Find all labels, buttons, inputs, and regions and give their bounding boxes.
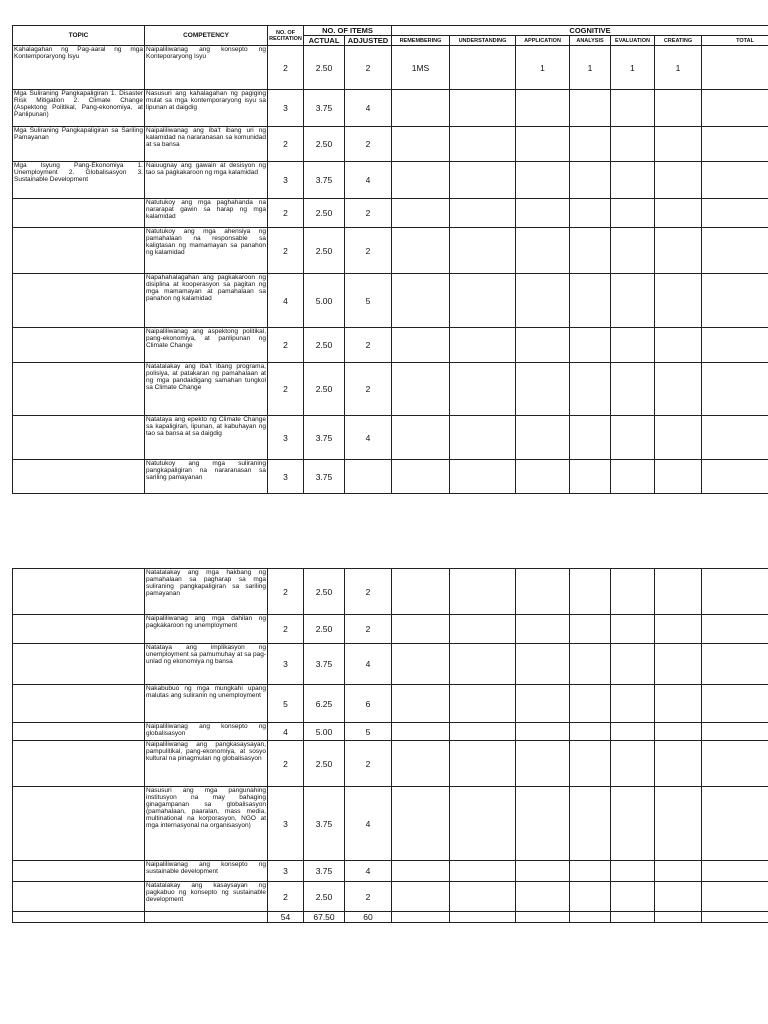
topic-cell	[13, 199, 145, 228]
actual-cell: 5.00	[304, 723, 345, 741]
application-cell	[516, 363, 570, 416]
analysis-cell	[570, 723, 611, 741]
competency-cell: Naipaliliwanag ang iba't ibang uri ng kalamidad na nararanasan sa komunidad at sa bansa	[145, 127, 268, 162]
total-cell	[702, 723, 768, 741]
actual-cell: 3.75	[304, 460, 345, 494]
adjusted-cell: 2	[345, 199, 392, 228]
topic-cell	[13, 328, 145, 363]
totals-empty-cell	[570, 912, 611, 923]
creating-cell	[655, 90, 702, 127]
total-cell	[702, 228, 768, 274]
application-cell	[516, 882, 570, 912]
remembering-cell	[392, 882, 450, 912]
total-cell	[702, 861, 768, 882]
table-row	[13, 162, 768, 199]
table-row	[13, 460, 768, 494]
analysis-cell	[570, 615, 611, 644]
total-cell	[702, 416, 768, 460]
topic-cell	[13, 741, 145, 787]
totals-competency-cell	[145, 912, 268, 923]
application-cell	[516, 787, 570, 861]
analysis-cell: 1	[570, 46, 611, 90]
understanding-cell	[450, 787, 516, 861]
table-row	[13, 861, 768, 882]
analysis-cell	[570, 861, 611, 882]
creating-cell	[655, 274, 702, 328]
total-cell	[702, 569, 768, 615]
adjusted-cell: 2	[345, 228, 392, 274]
application-cell	[516, 274, 570, 328]
recitation-cell: 2	[268, 46, 304, 90]
creating-cell	[655, 685, 702, 723]
topic-cell	[13, 723, 145, 741]
actual-cell: 3.75	[304, 416, 345, 460]
analysis-cell	[570, 416, 611, 460]
adjusted-cell: 2	[345, 363, 392, 416]
remembering-cell	[392, 127, 450, 162]
remembering-cell	[392, 644, 450, 685]
total-cell	[702, 274, 768, 328]
remembering-cell	[392, 162, 450, 199]
recitation-cell: 2	[268, 228, 304, 274]
application-cell	[516, 723, 570, 741]
understanding-cell	[450, 861, 516, 882]
application-cell	[516, 228, 570, 274]
evaluation-cell	[611, 685, 655, 723]
evaluation-cell	[611, 162, 655, 199]
adjusted-cell: 2	[345, 882, 392, 912]
understanding-cell	[450, 615, 516, 644]
evaluation-cell	[611, 861, 655, 882]
creating-cell	[655, 162, 702, 199]
recitation-cell: 2	[268, 882, 304, 912]
application-cell	[516, 685, 570, 723]
understanding-cell	[450, 363, 516, 416]
adjusted-cell: 5	[345, 723, 392, 741]
application-cell	[516, 127, 570, 162]
recitation-cell: 4	[268, 723, 304, 741]
competency-cell: Naipaliliwanag ang konsepto ng sustainable development	[145, 861, 268, 882]
application-cell	[516, 162, 570, 199]
application-cell: 1	[516, 46, 570, 90]
actual-cell: 2.50	[304, 363, 345, 416]
understanding-cell	[450, 127, 516, 162]
table-row	[13, 199, 768, 228]
remembering-cell	[392, 328, 450, 363]
application-cell	[516, 569, 570, 615]
total-cell	[702, 328, 768, 363]
remembering-cell	[392, 90, 450, 127]
recitation-cell: 2	[268, 127, 304, 162]
actual-cell: 2.50	[304, 228, 345, 274]
competency-cell: Natatalakay ang kasaysayan ng pagkabuo ng konsepto ng sustainable development	[145, 882, 268, 912]
competency-cell: Naipaliliwanag ang konsepto ng globalisasyon	[145, 723, 268, 741]
topic-cell: Mga Suliraning Pangkapaligiran sa Sariling Pamayanan	[13, 127, 145, 162]
topic-cell: Kahalagahan ng Pag-aaral ng mga Kontemporaryong Isyu	[13, 46, 145, 90]
header-understanding: UNDERSTANDING	[450, 36, 516, 46]
total-cell	[702, 162, 768, 199]
understanding-cell	[450, 644, 516, 685]
application-cell	[516, 328, 570, 363]
header-total: TOTAL	[702, 36, 768, 46]
understanding-cell	[450, 162, 516, 199]
adjusted-cell: 2	[345, 46, 392, 90]
application-cell	[516, 615, 570, 644]
recitation-cell: 3	[268, 460, 304, 494]
remembering-cell	[392, 615, 450, 644]
recitation-cell: 2	[268, 615, 304, 644]
header-evaluation: EVALUATION	[611, 36, 655, 46]
understanding-cell	[450, 199, 516, 228]
table-row	[13, 46, 768, 90]
total-cell	[702, 46, 768, 90]
creating-cell	[655, 723, 702, 741]
creating-cell	[655, 416, 702, 460]
understanding-cell	[450, 569, 516, 615]
creating-cell	[655, 460, 702, 494]
total-recitation: 54	[268, 912, 304, 923]
competency-cell: Natutukoy ang mga paghahanda na nararapat gawin sa harap ng mga kalamidad	[145, 199, 268, 228]
analysis-cell	[570, 127, 611, 162]
table-row	[13, 644, 768, 685]
totals-empty-cell	[611, 912, 655, 923]
understanding-cell	[450, 228, 516, 274]
competency-cell: Naipaliliwanag ang konsepto ng Konteporaryong Isyu	[145, 46, 268, 90]
adjusted-cell: 2	[345, 569, 392, 615]
topic-cell	[13, 644, 145, 685]
recitation-cell: 3	[268, 162, 304, 199]
table-row	[13, 882, 768, 912]
table-of-specification-page-1	[12, 25, 768, 494]
adjusted-cell: 2	[345, 741, 392, 787]
topic-cell	[13, 882, 145, 912]
creating-cell	[655, 787, 702, 861]
remembering-cell	[392, 685, 450, 723]
evaluation-cell	[611, 228, 655, 274]
evaluation-cell	[611, 274, 655, 328]
creating-cell	[655, 569, 702, 615]
competency-cell: Natatalakay ang mga hakbang ng pamahalaan sa pagharap sa mga suliraning pangkapaligiran sa sariling pamayanan	[145, 569, 268, 615]
total-cell	[702, 644, 768, 685]
understanding-cell	[450, 46, 516, 90]
understanding-cell	[450, 685, 516, 723]
analysis-cell	[570, 569, 611, 615]
competency-cell: Napahahalagahan ang pagkakaroon ng disiplina at kooperasyon sa pagitan ng mga mamamayan at pamahalaan sa panahon ng kalamidad	[145, 274, 268, 328]
analysis-cell	[570, 328, 611, 363]
header-application: APPLICATION	[516, 36, 570, 46]
topic-cell	[13, 416, 145, 460]
evaluation-cell	[611, 741, 655, 787]
understanding-cell	[450, 90, 516, 127]
remembering-cell	[392, 569, 450, 615]
competency-cell: Nasusuri ang kahalagahan ng pagiging mulat sa mga kontemporaryong isyu sa lipunan at daigdig	[145, 90, 268, 127]
header-cognitive: COGNITIVE	[392, 26, 768, 36]
adjusted-cell: 2	[345, 127, 392, 162]
actual-cell: 6.25	[304, 685, 345, 723]
creating-cell	[655, 328, 702, 363]
topic-cell	[13, 363, 145, 416]
topic-cell	[13, 460, 145, 494]
understanding-cell	[450, 723, 516, 741]
competency-cell: Natutukoy ang mga ahensiya ng pamahalaan na responsable sa kaligtasan ng mamamayan sa panahon ng kalamidad	[145, 228, 268, 274]
topic-cell: Mga Isyung Pang-Ekonomiya 1. Unemployment 2. Globalisasyon 3. Sustainable Development	[13, 162, 145, 199]
topic-cell	[13, 274, 145, 328]
creating-cell: 1	[655, 46, 702, 90]
topic-cell	[13, 787, 145, 861]
actual-cell: 2.50	[304, 328, 345, 363]
remembering-cell	[392, 741, 450, 787]
actual-cell: 2.50	[304, 569, 345, 615]
total-cell	[702, 787, 768, 861]
recitation-cell: 3	[268, 787, 304, 861]
table-row	[13, 416, 768, 460]
adjusted-cell: 5	[345, 274, 392, 328]
creating-cell	[655, 861, 702, 882]
actual-cell: 2.50	[304, 615, 345, 644]
adjusted-cell	[345, 460, 392, 494]
evaluation-cell	[611, 615, 655, 644]
understanding-cell	[450, 274, 516, 328]
remembering-cell: 1MS	[392, 46, 450, 90]
table-row	[13, 685, 768, 723]
remembering-cell	[392, 460, 450, 494]
header-recitation: NO. OF RECITATION	[268, 26, 304, 46]
evaluation-cell	[611, 127, 655, 162]
evaluation-cell	[611, 199, 655, 228]
recitation-cell: 3	[268, 644, 304, 685]
table-row	[13, 228, 768, 274]
recitation-cell: 3	[268, 861, 304, 882]
understanding-cell	[450, 328, 516, 363]
analysis-cell	[570, 882, 611, 912]
creating-cell	[655, 882, 702, 912]
adjusted-cell: 4	[345, 644, 392, 685]
table-row	[13, 615, 768, 644]
totals-empty-cell	[655, 912, 702, 923]
total-cell	[702, 363, 768, 416]
adjusted-cell: 2	[345, 328, 392, 363]
table-row	[13, 90, 768, 127]
analysis-cell	[570, 90, 611, 127]
remembering-cell	[392, 416, 450, 460]
recitation-cell: 5	[268, 685, 304, 723]
actual-cell: 3.75	[304, 644, 345, 685]
actual-cell: 2.50	[304, 46, 345, 90]
actual-cell: 5.00	[304, 274, 345, 328]
competency-cell: Naipaliliwanag ang mga dahilan ng pagkakaroon ng unemployment	[145, 615, 268, 644]
recitation-cell: 2	[268, 199, 304, 228]
total-cell	[702, 741, 768, 787]
table-row	[13, 569, 768, 615]
topic-cell	[13, 569, 145, 615]
analysis-cell	[570, 363, 611, 416]
evaluation-cell	[611, 416, 655, 460]
application-cell	[516, 199, 570, 228]
header-analysis: ANALYSIS	[570, 36, 611, 46]
actual-cell: 2.50	[304, 199, 345, 228]
creating-cell	[655, 741, 702, 787]
understanding-cell	[450, 416, 516, 460]
adjusted-cell: 4	[345, 90, 392, 127]
header-remembering: REMEMBERING	[392, 36, 450, 46]
actual-cell: 2.50	[304, 127, 345, 162]
competency-cell: Nasusuri ang mga pangunahing institusyon na may bahaging ginagampanan sa globalisasyon (pamahalaan, paaralan, mass media, multinational na korporasyon, NGO at mga internasyonal na organisasyon)	[145, 787, 268, 861]
evaluation-cell: 1	[611, 46, 655, 90]
application-cell	[516, 416, 570, 460]
adjusted-cell: 4	[345, 787, 392, 861]
totals-empty-cell	[392, 912, 450, 923]
evaluation-cell	[611, 460, 655, 494]
analysis-cell	[570, 685, 611, 723]
header-creating: CREATING	[655, 36, 702, 46]
totals-row	[13, 912, 768, 923]
total-actual: 67.50	[304, 912, 345, 923]
table-of-specification-page-2	[12, 568, 768, 923]
header-competency: COMPETENCY	[145, 26, 268, 46]
totals-topic-cell	[13, 912, 145, 923]
total-cell	[702, 90, 768, 127]
table-row	[13, 274, 768, 328]
total-cell	[702, 199, 768, 228]
creating-cell	[655, 615, 702, 644]
understanding-cell	[450, 882, 516, 912]
adjusted-cell: 4	[345, 162, 392, 199]
competency-cell: Natataya ang epekto ng Climate Change sa kapaligiran, lipunan, at kabuhayan ng tao sa bansa at sa daigdig	[145, 416, 268, 460]
remembering-cell	[392, 363, 450, 416]
creating-cell	[655, 127, 702, 162]
recitation-cell: 4	[268, 274, 304, 328]
competency-cell: Naipaliliwanag ang pangkasaysayan, pampulitikal, pang-ekonomiya, at sosyo kultural na pinagmulan ng globalisasyon	[145, 741, 268, 787]
remembering-cell	[392, 228, 450, 274]
actual-cell: 2.50	[304, 882, 345, 912]
total-cell	[702, 882, 768, 912]
analysis-cell	[570, 274, 611, 328]
competency-cell: Natataya ang implikasyon ng unemployment sa pamumuhay at sa pag-unlad ng ekonomiya ng bansa	[145, 644, 268, 685]
competency-cell: Naiuugnay ang gawain at desisyon ng tao sa pagkakaroon ng mga kalamidad	[145, 162, 268, 199]
total-cell	[702, 685, 768, 723]
header-no-of-items: NO. OF ITEMS	[304, 26, 392, 36]
analysis-cell	[570, 199, 611, 228]
creating-cell	[655, 199, 702, 228]
evaluation-cell	[611, 328, 655, 363]
recitation-cell: 2	[268, 363, 304, 416]
application-cell	[516, 644, 570, 685]
application-cell	[516, 741, 570, 787]
evaluation-cell	[611, 882, 655, 912]
evaluation-cell	[611, 90, 655, 127]
adjusted-cell: 2	[345, 615, 392, 644]
creating-cell	[655, 644, 702, 685]
recitation-cell: 3	[268, 90, 304, 127]
application-cell	[516, 90, 570, 127]
recitation-cell: 3	[268, 416, 304, 460]
recitation-cell: 2	[268, 569, 304, 615]
topic-cell: Mga Suliraning Pangkapaligiran 1. Disaster Risk Mitigation 2. Climate Change (Aspektong Politikal, Pang-ekonomiya, at Panlipunan)	[13, 90, 145, 127]
analysis-cell	[570, 228, 611, 274]
evaluation-cell	[611, 644, 655, 685]
evaluation-cell	[611, 723, 655, 741]
analysis-cell	[570, 644, 611, 685]
table-row	[13, 741, 768, 787]
understanding-cell	[450, 460, 516, 494]
actual-cell: 3.75	[304, 861, 345, 882]
competency-cell: Naipaliliwanag ang aspektong politikal, pang-ekonomiya, at panlipunan ng Climate Change	[145, 328, 268, 363]
header-actual: ACTUAL	[304, 36, 345, 46]
evaluation-cell	[611, 787, 655, 861]
topic-cell	[13, 228, 145, 274]
application-cell	[516, 861, 570, 882]
header-adjusted: ADJUSTED	[345, 36, 392, 46]
topic-cell	[13, 861, 145, 882]
topic-cell	[13, 685, 145, 723]
table-row	[13, 723, 768, 741]
application-cell	[516, 460, 570, 494]
adjusted-cell: 6	[345, 685, 392, 723]
total-cell	[702, 615, 768, 644]
creating-cell	[655, 363, 702, 416]
actual-cell: 3.75	[304, 90, 345, 127]
total-adjusted: 60	[345, 912, 392, 923]
remembering-cell	[392, 861, 450, 882]
analysis-cell	[570, 460, 611, 494]
actual-cell: 2.50	[304, 741, 345, 787]
actual-cell: 3.75	[304, 162, 345, 199]
header-topic: TOPIC	[13, 26, 145, 46]
competency-cell: Nakabubuo ng mga mungkahi upang malutas ang suliranin ng unemployment	[145, 685, 268, 723]
adjusted-cell: 4	[345, 416, 392, 460]
creating-cell	[655, 228, 702, 274]
totals-empty-cell	[516, 912, 570, 923]
table-row	[13, 127, 768, 162]
adjusted-cell: 4	[345, 861, 392, 882]
remembering-cell	[392, 199, 450, 228]
remembering-cell	[392, 274, 450, 328]
table-row	[13, 363, 768, 416]
remembering-cell	[392, 787, 450, 861]
totals-empty-cell	[450, 912, 516, 923]
topic-cell	[13, 615, 145, 644]
table-row	[13, 787, 768, 861]
competency-cell: Natatalakay ang iba't ibang programa, polisiya, at patakaran ng pamahalaan at ng mga pandaidigang samahan tungkol sa Climate Change	[145, 363, 268, 416]
analysis-cell	[570, 741, 611, 787]
recitation-cell: 2	[268, 741, 304, 787]
competency-cell: Natutukoy ang mga suliraning pangkapaligiran na nararanasan sa sariling pamayanan	[145, 460, 268, 494]
recitation-cell: 2	[268, 328, 304, 363]
remembering-cell	[392, 723, 450, 741]
total-cell	[702, 460, 768, 494]
actual-cell: 3.75	[304, 787, 345, 861]
analysis-cell	[570, 162, 611, 199]
table-row	[13, 328, 768, 363]
totals-empty-cell	[702, 912, 768, 923]
understanding-cell	[450, 741, 516, 787]
evaluation-cell	[611, 569, 655, 615]
total-cell	[702, 127, 768, 162]
evaluation-cell	[611, 363, 655, 416]
analysis-cell	[570, 787, 611, 861]
